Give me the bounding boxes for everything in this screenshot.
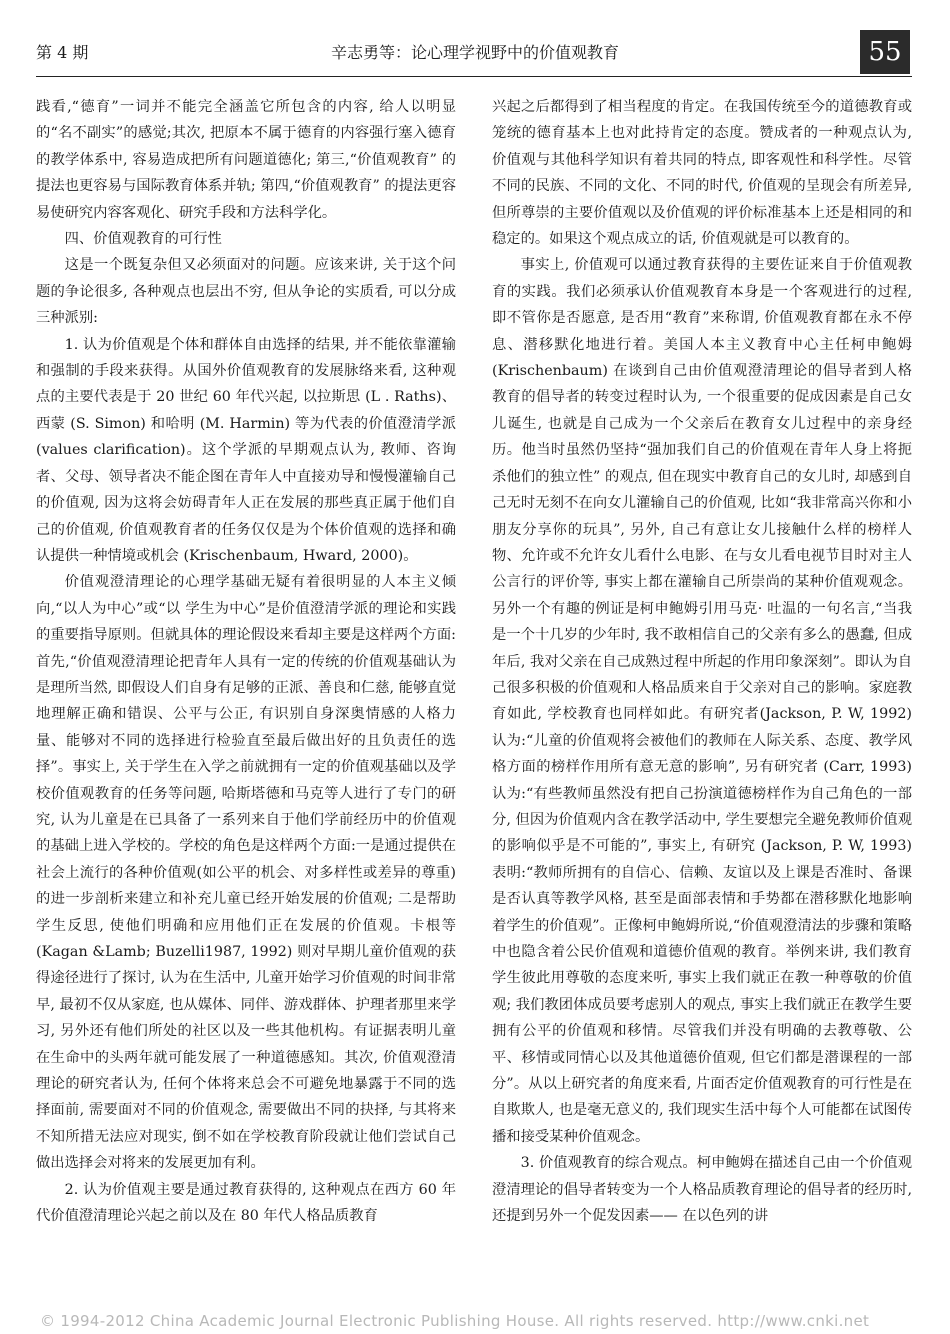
- paragraph: 2. 认为价值观主要是通过教育获得的, 这种观点在西方 60 年代价值澄清理论兴起之前以及在 80 年代人格品质教育: [36, 1181, 456, 1225]
- page-number: 55: [860, 30, 910, 74]
- paragraph: 价值观澄清理论的心理学基础无疑有着很明显的人本主义倾向,“以人为中心”或“以 学生为中心”是价值澄清学派的理论和实践的重要指导原则。但就具体的理论假设来看却主要是这样两个方面: 首先,“价值观澄清理论把青年人具有一定的传统的价值观基础认为是理所当然, 即假设人们自身有足够的正派、善良和仁慈, 能够直觉地理解正确和错误、公平与公正, 有识别自身深奥情感的人格力量、能够对不同的选择进行检验直至最后做出好的且负责任的选择”。事实上, 关于学生在入学之前就拥有一定的价值观基础以及学校价值观教育的任务等问题, 哈斯塔德和马克等人进行了专门的研究, 认为儿童是在已具备了一系列来自于他们学前经历中的价值观的基础上进入学校的。学校的角色是这样两个方面:一是通过提供在社会上流行的各种价值观(如公平的机会、对多样性或差异的尊重) 的进一步剖析来建立和补充儿童已经开始发展的价值观; 二是帮助学生反思, 使他们明确和应用他们正在发展的价值观。卡根等 (Kagan &Lamb; Buzelli1987, 1992) 则对早期儿童价值观的获得途径进行了探讨, 认为在生活中, 儿童开始学习价值观的时间非常早, 最初不仅从家庭, 也从媒体、同伴、游戏群体、护理者那里来学习, 另外还有他们所处的社区以及一些其他机构。有证据表明儿童在生命中的头两年就可能发展了一种道德感知。其次, 价值观澄清理论的研究者认为, 任何个体将来总会不可避免地暴露于不同的选择面前, 需要面对不同的价值观念, 需要做出不同的抉择, 与其将来不知所措无法应对现实, 倒不如在学校教育阶段就让他们尝试自己做出选择会对将来的发展更加有利。: [36, 574, 456, 1172]
- running-title: 辛志勇等：论心理学视野中的价值观教育: [330, 43, 619, 62]
- paragraph: 3. 价值观教育的综合观点。柯申鲍姆在描述自己由一个价值观澄清理论的倡导者转变为一个人格品质教育理论的倡导者的经历时, 还提到另外一个促发因素—— 在以色列的讲: [492, 1155, 912, 1225]
- copyright-watermark: © 1994-2012 China Academic Journal Electronic Publishing House. All rights reserved. http://www.cnki.net: [40, 1312, 870, 1330]
- paragraph: 这是一个既复杂但又必须面对的问题。应该来讲, 关于这个问题的争论很多, 各种观点也层出不穷, 但从争论的实质看, 可以分成三种派别:: [36, 257, 456, 327]
- section-heading: 四、价值观教育的可行性: [64, 231, 222, 248]
- header-rule: [36, 76, 912, 77]
- paragraph: 践看,“德育”一词并不能完全涵盖它所包含的内容, 给人以明显的“名不副实”的感觉;其次, 把原本不属于德育的内容强行塞入德育的教学体系中, 容易造成把所有问题道德化; 第三,“价值观教育” 的提法也更容易与国际教育体系并轨; 第四,“价值观教育” 的提法更容易使研究内容客观化、研究手段和方法科学化。: [36, 99, 456, 221]
- running-header: [0, 0, 950, 78]
- right-column: [492, 94, 912, 1229]
- paragraph: 事实上, 价值观可以通过教育获得的主要佐证来自于价值观教育的实践。我们必须承认价值观教育本身是一个客观进行的过程, 即不管你是否愿意, 是否用“教育”来称谓, 价值观教育都在永不停息、潜移默化地进行着。美国人本主义教育中心主任柯申鲍姆 (Krischenbaum) 在谈到自己由价值观澄清理论的倡导者到人格教育的倡导者的转变过程时认为, 一个很重要的促成因素是自己女儿诞生, 也就是自己成为一个父亲后在教育女儿过程中的亲身经历。他当时虽然仍坚持“强加我们自己的价值观在青年人身上将扼杀他们的独立性” 的观点, 但在现实中教育自己的女儿时, 却感到自己无时无刻不在向女儿灌输自己的价值观, 比如“我非常高兴你和小朋友分享你的玩具”, 另外, 自己有意让女儿接触什么样的榜样人物、允许或不允许女儿看什么电影、在与女儿看电视节目时对主人公言行的评价等, 事实上都在灌输自己所崇尚的某种价值观观念。另外一个有趣的例证是柯申鲍姆引用马克· 吐温的一句名言,“当我是一个十几岁的少年时, 我不敢相信自己的父亲有多么的愚蠢, 但成年后, 我对父亲在自己成熟过程中所起的作用印象深刻”。即认为自己很多积极的价值观和人格品质来自于父亲对自己的影响。家庭教育如此, 学校教育也同样如此。有研究者(Jackson, P. W, 1992) 认为:“儿童的价值观将会被他们的教师在人际关系、态度、教学风格方面的榜样作用所有意无意的影响”, 另有研究者 (Carr, 1993) 认为:“有些教师虽然没有把自己扮演道德榜样作为自己角色的一部分, 但因为价值观内含在教学活动中, 学生要想完全避免教师价值观的影响似乎是不可能的”, 事实上, 有研究 (Jackson, P. W, 1993) 表明:“教师所拥有的自信心、信赖、友谊以及上课是否准时、备课是否认真等教学风格, 甚至是面部表情和手势都在潜移默化地影响着学生的价值观”。正像柯申鲍姆所说,“价值观澄清法的步骤和策略中也隐含着公民价值观和道德价值观的教育。举例来讲, 我们教育学生彼此用尊敬的态度来听, 事实上我们就正在教一种尊敬的价值观; 我们教团体成员要考虑别人的观点, 事实上我们就正在教学生要拥有公平的价值观和移情。尽管我们并没有明确的去教尊敬、公平、移情或同情心以及其他道德价值观, 但它们都是潜课程的一部分”。从以上研究者的角度来看, 片面否定价值观教育的可行性是在自欺欺人, 也是毫无意义的, 我们现实生活中每个人可能都在试图传播和接受某种价值观念。: [492, 257, 912, 1145]
- issue-number: 第 4 期: [36, 43, 89, 62]
- paragraph: 1. 认为价值观是个体和群体自由选择的结果, 并不能依靠灌输和强制的手段来获得。从国外价值观教育的发展脉络来看, 这种观点的主要代表是于 20 世纪 60 年代兴起, 以拉斯思 (L . Raths)、西蒙 (S. Simon) 和哈明 (M. Harmin) 等为代表的价值澄清学派 (values clarification)。这个学派的早期观点认为, 教师、咨询者、父母、领导者决不能企图在青年人中直接劝导和慢慢灌输自己的价值观, 因为这将会妨碍青年人正在发展的那些真正属于他们自己的价值观, 价值观教育者的任务仅仅是为个体价值观的选择和确认提供一种情境或机会 (Krischenbaum, Hward, 2000)。: [36, 336, 456, 564]
- paragraph: 兴起之后都得到了相当程度的肯定。在我国传统至今的道德教育或笼统的德育基本上也对此持肯定的态度。赞成者的一种观点认为, 价值观与其他科学知识有着共同的特点, 即客观性和科学性。尽管不同的民族、不同的文化、不同的时代, 价值观的呈现会有所差异, 但所尊崇的主要价值观以及价值观的评价标准基本上还是相同的和稳定的。如果这个观点成立的话, 价值观就是可以教育的。: [492, 99, 912, 248]
- left-column: [36, 94, 456, 1229]
